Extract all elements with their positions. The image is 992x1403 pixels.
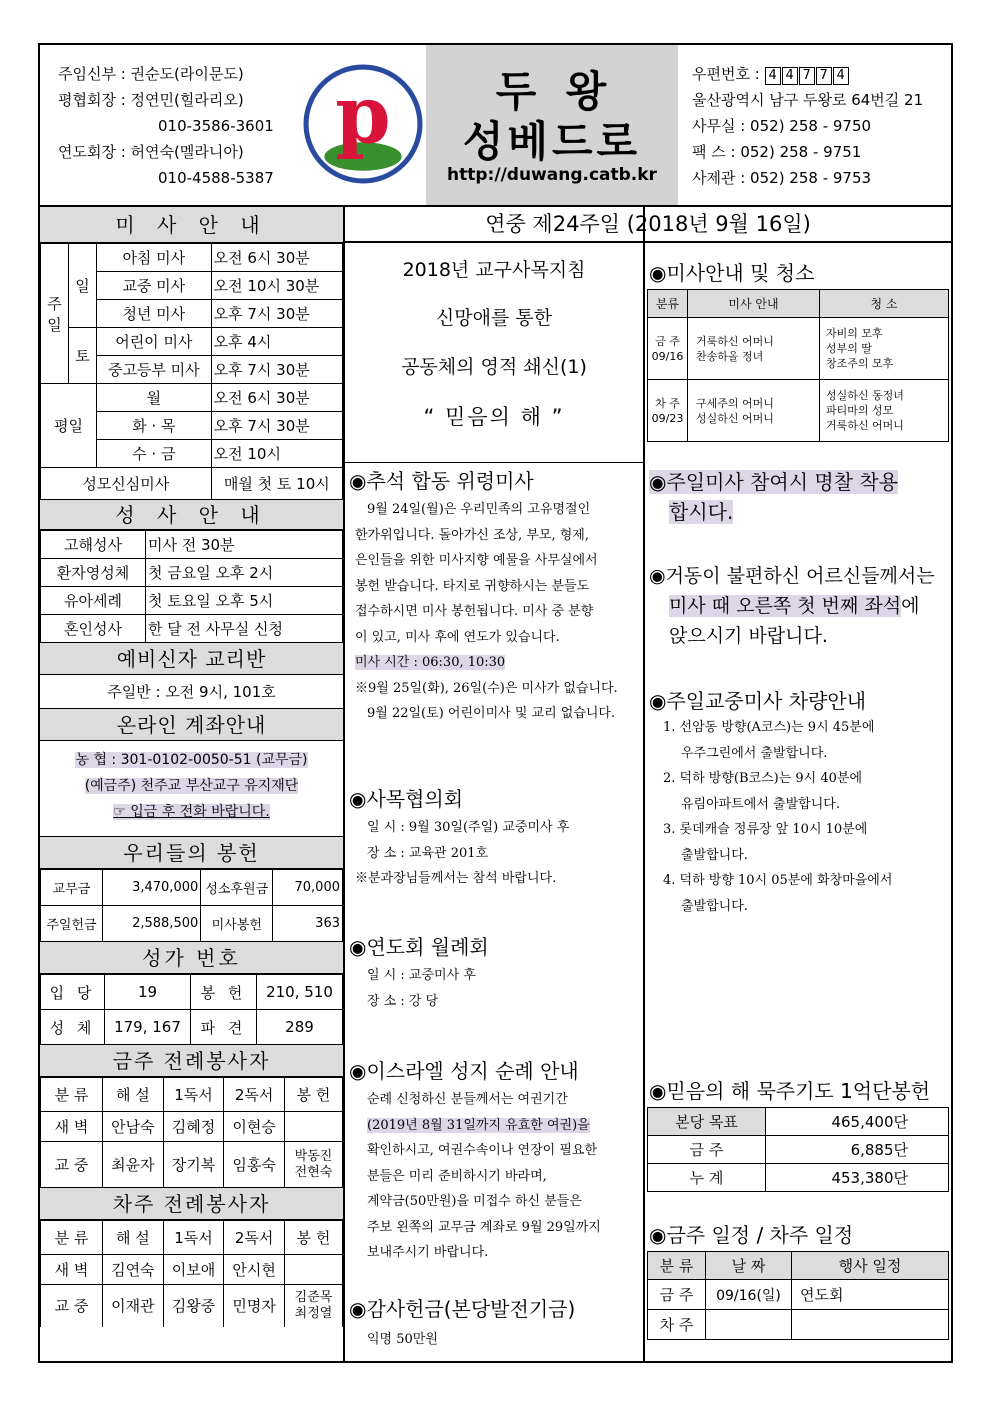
pastoral-line-4: “ 믿음의 해 ”	[423, 405, 565, 429]
rectory-phone: 사제관 : 052) 258 - 9753	[692, 169, 872, 187]
mass-time: 미사 시간 : 06:30, 10:30	[355, 655, 506, 670]
hymn-table: 입 당 19 봉 헌 210, 510 성 체 179, 167 파 견 289	[40, 974, 343, 1045]
israel-title: ◉이스라엘 성지 순례 안내	[349, 1059, 579, 1083]
servers-this-title: 금주 전례봉사자	[40, 1045, 343, 1077]
vehicle-title: ◉주일교중미사 차량안내	[649, 689, 867, 713]
rosary-table: 본당 목표 465,400단 금 주 6,885단 누 계 453,380단	[647, 1107, 949, 1192]
office-phone: 사무실 : 052) 258 - 9750	[692, 117, 872, 135]
svg-text:p: p	[335, 68, 391, 162]
masthead-title-1: 두 왕	[495, 67, 609, 116]
header-contacts	[58, 61, 274, 191]
yeondo-line: 연도회장 : 허연숙(멜라니아)	[58, 143, 244, 161]
zip-line: 우편번호 : 4 4 7 7 4	[692, 61, 923, 87]
rosary-title: ◉믿음의 해 묵주기도 1억단봉헌	[649, 1079, 931, 1103]
mass-clean-title: ◉미사안내 및 청소	[649, 261, 815, 285]
left-column	[40, 207, 345, 1363]
sunday-label: 주일	[41, 244, 69, 384]
yeondo-phone: 010-4588-5387	[158, 169, 274, 187]
yeondo-body: 일 시 : 교중미사 후 장 소 : 강 당	[367, 968, 476, 1009]
sacrament-table: 고해성사 미사 전 30분 환자영성체 첫 금요일 오후 2시 유아세례 첫 토요일 오후 5시 혼인성사 한 달 전 사무실 신청	[40, 530, 343, 643]
schedule-title: ◉금주 일정 / 차주 일정	[649, 1223, 854, 1247]
servers-next-table: 분 류 해 설 1독서 2독서 봉 헌 새 벽 김연숙 이보애 안시현 교 중 이재관 김왕중 민명자 김준목 최정열	[40, 1220, 343, 1327]
header	[40, 45, 951, 207]
online-account	[40, 741, 343, 837]
issue-subtitle: 연중 제24주일 (2018년 9월 16일)	[345, 207, 951, 243]
chuseok-title: ◉추석 합동 위령미사	[349, 469, 534, 493]
online-title: 온라인 계좌안내	[40, 709, 343, 741]
middle-column	[345, 207, 645, 1363]
bulletin-page	[38, 43, 953, 1363]
parish-logo-icon	[302, 63, 424, 185]
elder-notice: ◉거동이 불편하신 어르신들께서는 미사 때 오른쪽 첫 번째 좌석에 앉으시기 바랍니다.	[649, 565, 935, 647]
header-address	[692, 61, 923, 191]
council-body: 일 시 : 9월 30일(주일) 교중미사 후 장 소 : 교육관 201호 ※분과장님들께서는 참석 바랍니다.	[355, 820, 570, 886]
catechumen-title: 예비신자 교리반	[40, 643, 343, 675]
website-link[interactable]: http://duwang.catb.kr	[447, 165, 657, 185]
thanks-title: ◉감사헌금(본당발전기금)	[349, 1297, 576, 1321]
account-holder: (예금주) 천주교 부산교구 유지재단	[84, 778, 299, 794]
fax: 팩 스 : 052) 258 - 9751	[692, 143, 862, 161]
council-line: 평협회장 : 정연민(힐라리오)	[58, 91, 244, 109]
right-column	[645, 207, 951, 1363]
offering-table: 교무금 3,470,000 성소후원금 70,000 주일헌금 2,588,500 미사봉헌 363	[40, 869, 343, 942]
vehicle-body: 1. 선암동 방향(A코스)는 9시 45분에 우주그린에서 출발합니다. 2. 덕하 방향(B코스)는 9시 40분에 유림아파트에서 출발합니다. 3. 롯데캐슬 정류장 앞 10시 10분에 출발합니다. 4. 덕하 방향 10시 05분에 화창마을에서 출발합니다.	[663, 720, 893, 914]
council-title: ◉사목협의회	[349, 787, 464, 811]
yeondo-title: ◉연도회 월례회	[349, 935, 489, 959]
pastor-line: 주임신부 : 권순도(라이문도)	[58, 65, 244, 83]
mass-clean-table: 분류 미사 안내 청 소 금 주 09/16 거룩하신 어머니 찬송하올 정녀 자비의 모후 성부의 딸 창조주의 모후 차 주 09/23 구세주의 어머니 성실하신 어머니 성실하신 동정녀 파티마의 성모 거룩하신 어머니	[647, 289, 949, 442]
servers-this-table: 분 류 해 설 1독서 2독서 봉 헌 새 벽 안남숙 김혜정 이현승 교 중 최윤자 장기복 임홍숙 박동진 전현숙	[40, 1077, 343, 1188]
masthead	[426, 45, 678, 205]
chuseok-body: 9월 24일(월)은 우리민족의 고유명절인 한가위입니다. 돌아가신 조상, 부모, 형제, 은인들을 위한 미사지향 예물을 사무실에서 봉헌 받습니다. 타지로 귀향하시는 분들도 접수하시면 미사 봉헌됩니다. 미사 중 분향 이 있고, 미사 후에 연도가 있습니다. 미사 시간 : 06:30, 10:30 ※9월 25일(화), 26일(수)은 미사가 없습니다. 9월 22일(토) 어린이미사 및 교리 없습니다.	[355, 502, 618, 721]
offering-title: 우리들의 봉헌	[40, 837, 343, 869]
masthead-title-2: 성베드로	[462, 117, 642, 166]
account-note: ☞ 입금 후 전화 바랍니다.	[113, 804, 270, 820]
pastoral-line-1: 2018년 교구사목지침	[402, 259, 586, 281]
catechumen-text: 주일반 : 오전 9시, 101호	[40, 675, 343, 709]
council-phone: 010-3586-3601	[158, 117, 274, 135]
account-number: 농 협 : 301-0102-0050-51 (교무금)	[75, 752, 308, 768]
address: 울산광역시 남구 두왕로 64번길 21	[692, 91, 924, 109]
hymn-title: 성가 번호	[40, 942, 343, 974]
sacrament-title: 성 사 안 내	[40, 500, 343, 530]
nametag-notice: ◉주일미사 참여시 명찰 착용 합시다.	[649, 470, 899, 524]
schedule-table: 분 류 날 짜 행사 일정 금 주 09/16(일) 연도회 차 주	[647, 1251, 949, 1340]
pastoral-line-3: 공동체의 영적 쇄신(1)	[401, 356, 587, 378]
servers-next-title: 차주 전례봉사자	[40, 1188, 343, 1220]
pastoral-line-2: 신망애를 통한	[435, 307, 553, 329]
thanks-body: 익명 50만원	[367, 1332, 438, 1347]
mass-title: 미 사 안 내	[40, 207, 343, 243]
mass-table: 주일 일 아침 미사 오전 6시 30분 교중 미사 오전 10시 30분 청년 미사 오후 7시 30분 토 어린이 미사 오후 4시 중고등부 미사 오후 7시 30분 평일 월 오전 6시 30분 화 · 목 오후 7시 30분 수 · 금 오전 10시 성모신심미사 매월 첫 토 10시	[40, 243, 343, 500]
israel-body: 순례 신청하신 분들께서는 여권기간 (2019년 8월 31일까지 유효한 여권)을 확인하시고, 여권수속이나 연장이 필요한 분들은 미리 준비하시기 바라며, 계약금(50만원)을 미접수 하신 분들은 주보 왼쪽의 교무금 계좌로 9월 29일까지 보내주시기 바랍니다.	[367, 1092, 601, 1260]
